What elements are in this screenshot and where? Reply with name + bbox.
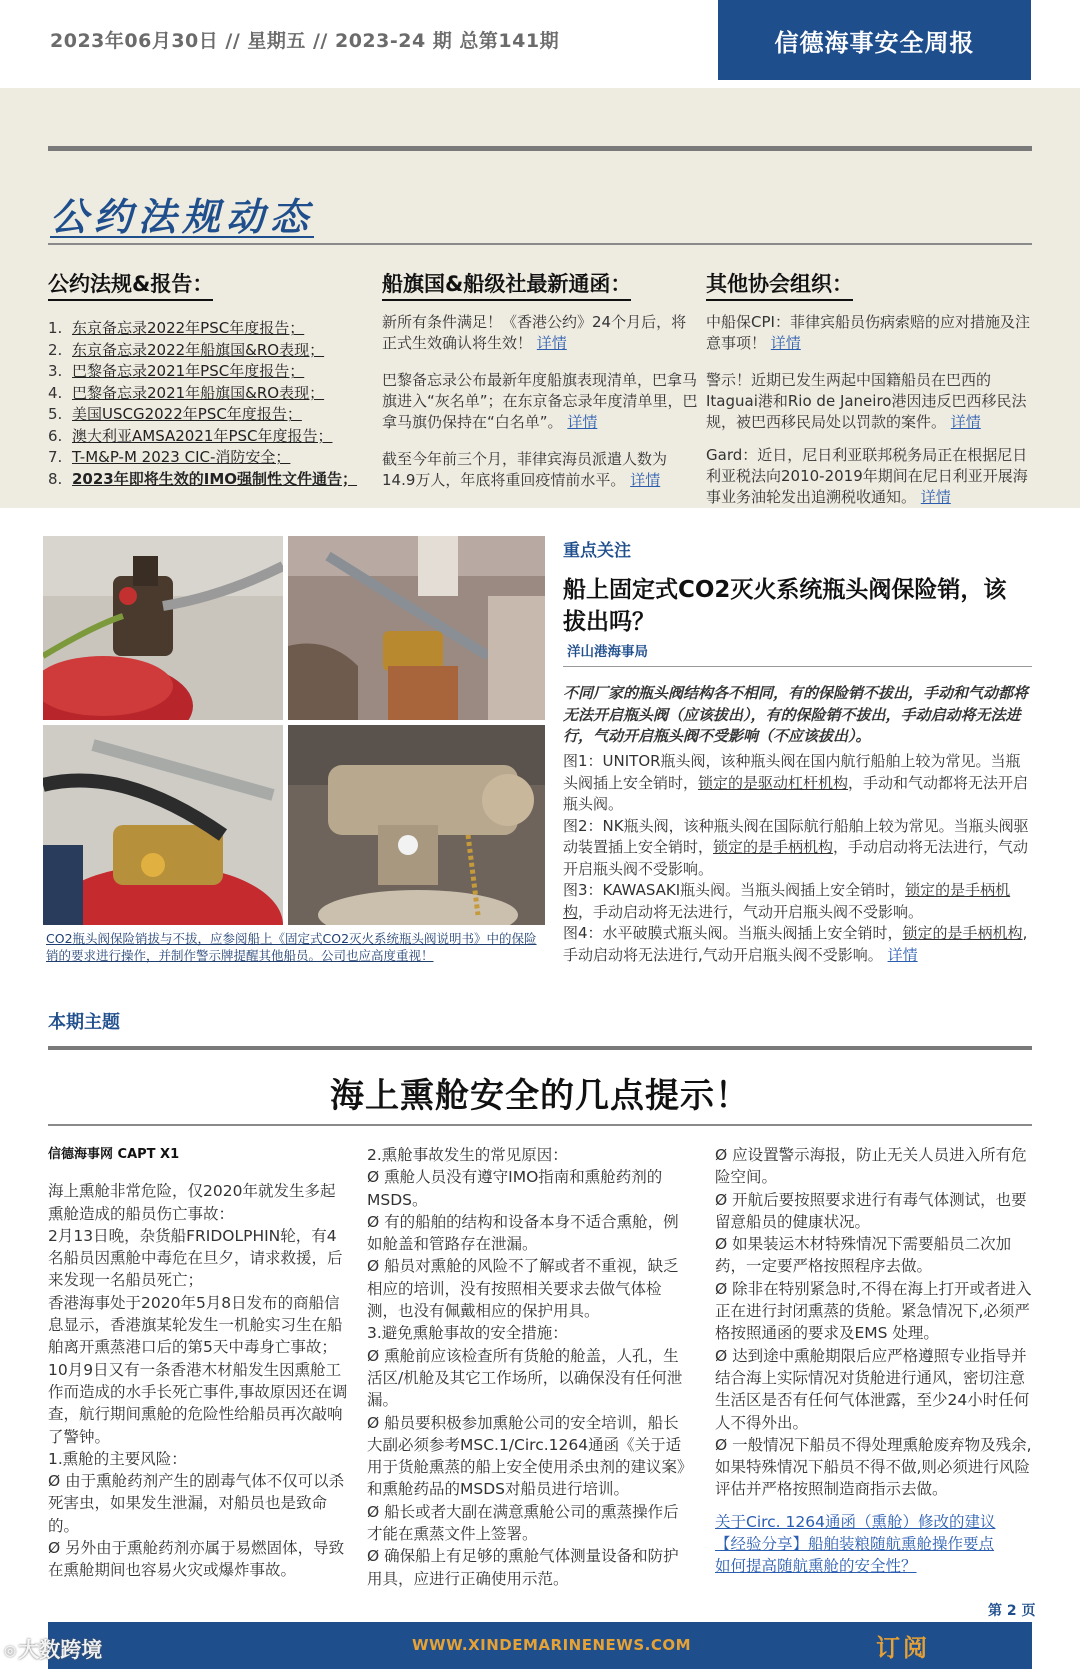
article-paragraph: 2月13日晚，杂货船FRIDOLPHIN轮，有4名船员因熏舱中毒危在旦夕，请求救援，后来发现一名船员死亡；: [48, 1226, 343, 1290]
flag-news-item: 新所有条件满足！《香港公约》24个月后，将正式生效确认将生效！ 详情: [382, 313, 687, 352]
article-paragraph: Ø 开航后要按照要求进行有毒气体测试，也要留意船员的健康状况。: [715, 1190, 1027, 1231]
report-link[interactable]: 美国USCG2022年PSC年度报告；: [72, 405, 302, 423]
article-byline: 信德海事网 CAPT X1: [48, 1147, 180, 1162]
valve-photo-2: [288, 536, 545, 720]
theme-label: 本期主题: [48, 1012, 120, 1033]
section-top-rule: [48, 146, 1032, 151]
report-link[interactable]: 东京备忘录2022年PSC年度报告；: [72, 319, 305, 337]
focus-label: 重点关注: [563, 541, 631, 561]
report-link[interactable]: 巴黎备忘录2021年PSC年度报告；: [72, 362, 305, 380]
article-paragraph: Ø 另外由于熏舱药剂亦属于易燃固体，导致在熏舱期间也容易火灾或爆炸事故。: [48, 1539, 345, 1580]
article-paragraph: Ø 船员要积极参加熏舱公司的安全培训，船长大副必须参考MSC.1/Circ.1264通函《关于适用于货舱熏蒸的船上安全使用杀虫剂的建议案》和熏舱药品的MSDS对船员进行培训。: [367, 1413, 685, 1499]
focus-body: [563, 751, 1031, 966]
article-paragraph: 3.避免熏舱事故的安全措施：: [367, 1324, 568, 1343]
report-link[interactable]: T-M&P-M 2023 CIC-消防安全；: [72, 448, 291, 466]
issue-date-line: 2023年06月30日 // 星期五 // 2023-24 期 总第141期: [50, 30, 560, 52]
valve-photo-3: [43, 725, 283, 925]
col2-heading: 船旗国&船级社最新通函：: [382, 268, 631, 301]
report-item[interactable]: 5. 美国USCG2022年PSC年度报告；: [48, 405, 302, 423]
report-item[interactable]: 7. T-M&P-M 2023 CIC-消防安全；: [48, 448, 291, 466]
details-link[interactable]: 详情: [887, 945, 918, 964]
related-link[interactable]: 【经验分享】船舶装粮随航熏舱操作要点: [715, 1535, 995, 1554]
page-number: 第 2 页: [988, 1603, 1036, 1619]
report-item[interactable]: 2. 东京备忘录2022年船旗国&RO表现；: [48, 340, 325, 359]
focus-paragraph: 图3：KAWASAKI瓶头阀。当瓶头阀插上安全销时，锁定的是手柄机构，手动启动将无法进行，气动开启瓶头阀不受影响。: [563, 881, 1011, 921]
page-header: [0, 0, 1080, 88]
section-title: 公约法规动态: [50, 194, 315, 239]
focus-paragraph: 图1：UNITOR瓶头阀，该种瓶头阀在国内航行船舶上较为常见。当瓶头阀插上安全销时，锁定的是驱动杠杆机构，手动和气动都将无法开启瓶头阀。: [563, 752, 1029, 813]
other-news-item: Gard：近日，尼日利亚联邦税务局正在根据尼日利亚税法向2010-2019年期间在尼日利亚开展海事业务油轮发出追溯税收通知。 详情: [706, 446, 1028, 506]
article-paragraph: Ø 一般情况下船员不得处理熏舱废弃物及残余,如果特殊情况下船员不得不做,则必须进行风险评估并严格按照制造商指示去做。: [715, 1435, 1032, 1499]
article-paragraph: Ø 船员对熏舱的风险不了解或者不重视，缺乏相应的培训，没有按照相关要求去做气体检测，也没有佩戴相应的保护用具。: [367, 1257, 679, 1321]
theme-rule: [48, 1046, 1032, 1050]
valve-photo-1: [43, 536, 283, 720]
focus-paragraph: 图4：水平破膜式瓶头阀。当瓶头阀插上安全销时，锁定的是手柄机构,手动启动将无法进行,气动开启瓶头阀不受影响。 详情: [563, 924, 1028, 964]
article-paragraph: Ø 确保船上有足够的熏舱气体测量设备和防护用具，应进行正确使用示范。: [367, 1547, 679, 1588]
article-paragraph: 10月9日又有一条香港木材船发生因熏舱工作而造成的水手长死亡事件,事故原因还在调查，航行期间熏舱的危险性给船员再次敲响了警钟。: [48, 1360, 348, 1446]
section-title-rule: [48, 243, 1032, 245]
article-paragraph: Ø 有的船舶的结构和设备本身不适合熏舱，例如舱盖和管路存在泄漏。: [367, 1212, 679, 1254]
col1-heading: 公约法规&报告：: [48, 268, 213, 301]
details-link[interactable]: 详情: [567, 413, 598, 431]
focus-source: 洋山港海事局: [567, 644, 648, 660]
focus-title: 船上固定式CO2灭火系统瓶头阀保险销，该拔出吗？: [563, 577, 1007, 635]
related-link[interactable]: 如何提高随航熏舱的安全性？: [715, 1557, 917, 1576]
article-col-1: [48, 1144, 350, 1582]
report-link[interactable]: 东京备忘录2022年船旗国&RO表现；: [72, 340, 325, 359]
report-list: [48, 318, 378, 490]
article-paragraph: 2.熏舱事故发生的常见原因：: [367, 1146, 568, 1164]
watermark-logo-icon: ◎: [4, 1643, 17, 1659]
article-paragraph: Ø 应设置警示海报，防止无关人员进入所有危险空间。: [715, 1146, 1027, 1187]
main-article-title: 海上熏舱安全的几点提示！: [330, 1076, 750, 1116]
other-news-item: 中船保CPI：菲律宾船员伤病索赔的应对措施及注意事项！ 详情: [706, 313, 1030, 352]
website-link[interactable]: WWW.XINDEMARINENEWS.COM: [412, 1636, 692, 1654]
article-col-3: [715, 1144, 1033, 1578]
article-paragraph: Ø 熏舱前应该检查所有货舱的舱盖，人孔，生活区/机舱及其它工作场所，以确保没有任何泄漏。: [367, 1346, 683, 1410]
flag-news-item: 巴黎备忘录公布最新年度船旗表现清单，巴拿马旗进入“灰名单”；在东京备忘录年度清单里，巴拿马旗仍保持在“白名单”。 详情: [382, 371, 698, 431]
other-news-item: 警示！近期已发生两起中国籍船员在巴西的Itaguai港和Rio de Janeiro港因违反巴西移民法规，被巴西移民局处以罚款的案件。 详情: [706, 371, 1027, 431]
details-link[interactable]: 详情: [770, 334, 801, 352]
related-link[interactable]: 关于Circ. 1264通函（熏舱）修改的建议: [715, 1512, 996, 1531]
flag-news-item: 截至今年前三个月，菲律宾海员派遣人数为14.9万人，年底将重回疫情前水平。 详情: [382, 450, 668, 489]
col3-heading: 其他协会组织：: [706, 268, 853, 301]
article-paragraph: Ø 船长或者大副在满意熏舱公司的熏蒸操作后才能在熏蒸文件上签署。: [367, 1502, 679, 1544]
article-paragraph: Ø 熏舱人员没有遵守IMO指南和熏舱药剂的MSDS。: [367, 1168, 663, 1209]
article-paragraph: Ø 除非在特别紧急时,不得在海上打开或者进入正在进行封闭熏蒸的货舱。紧急情况下,必须严格按照通函的要求及EMS 处理。: [715, 1279, 1032, 1343]
details-link[interactable]: 详情: [536, 334, 567, 352]
article-paragraph: 海上熏舱非常危险，仅2020年就发生多起熏舱造成的船员伤亡事故：: [48, 1182, 336, 1223]
focus-paragraph: 图2：NK瓶头阀，该种瓶头阀在国际航行船舶上较为常见。当瓶头阀驱动装置插上安全销时，锁定的是手柄机构，手动启动将无法进行，气动开启瓶头阀不受影响。: [563, 816, 1029, 878]
report-link[interactable]: 巴黎备忘录2021年船旗国&RO表现；: [72, 383, 325, 402]
article-paragraph: Ø 达到途中熏舱期限后应严格遵照专业指导并结合海上实际情况对货舱进行通风，密切注意生活区是否有任何气体泄露，至少24小时任何人不得外出。: [715, 1346, 1030, 1432]
subscribe-button[interactable]: 订阅: [876, 1634, 930, 1662]
report-link[interactable]: 澳大利亚AMSA2021年PSC年度报告；: [72, 426, 333, 445]
details-link[interactable]: 详情: [630, 471, 661, 489]
report-item[interactable]: 4. 巴黎备忘录2021年船旗国&RO表现；: [48, 383, 325, 402]
valve-photo-4: [288, 725, 545, 925]
watermark-text: ◎大数跨境: [4, 1638, 103, 1662]
title-rule: [48, 1124, 1032, 1126]
details-link[interactable]: 详情: [920, 488, 951, 506]
report-item[interactable]: 3. 巴黎备忘录2021年PSC年度报告；: [48, 362, 305, 380]
report-link[interactable]: 2023年即将生效的IMO强制性文件通告；: [72, 469, 358, 488]
focus-rule: [563, 666, 1032, 667]
focus-intro: 不同厂家的瓶头阀结构各不相同，有的保险销不拔出，手动和气动都将无法开启瓶头阀（应该拔出），有的保险销不拔出，手动启动将无法进行，气动开启瓶头阀不受影响（不应该拔出）。: [563, 684, 1029, 745]
article-paragraph: 1.熏舱的主要风险：: [48, 1449, 187, 1468]
photo-caption[interactable]: CO2瓶头阀保险销拔与不拔，应参阅船上《固定式CO2灭火系统瓶头阀说明书》中的保险销的要求进行操作，并制作警示牌提醒其他船员。公司也应高度重视！: [46, 931, 537, 963]
article-paragraph: Ø 如果装运木材特殊情况下需要船员二次加药，一定要严格按照程序去做。: [715, 1235, 1012, 1276]
brand-banner: 信德海事安全周报: [718, 0, 1031, 80]
report-item[interactable]: 8. 2023年即将生效的IMO强制性文件通告；: [48, 469, 358, 488]
article-col-2: [367, 1144, 689, 1590]
article-paragraph: 香港海事处于2020年5月8日发布的商船信息显示，香港旗某轮发生一机舱实习生在船舶离开熏蒸港口后的第5天中毒身亡事故；: [48, 1293, 343, 1357]
report-item[interactable]: 6. 澳大利亚AMSA2021年PSC年度报告；: [48, 426, 333, 445]
details-link[interactable]: 详情: [950, 413, 981, 431]
article-paragraph: Ø 由于熏舱药剂产生的剧毒气体不仅可以杀死害虫，如果发生泄漏，对船员也是致命的。: [48, 1472, 345, 1535]
report-item[interactable]: 1. 东京备忘录2022年PSC年度报告；: [48, 319, 305, 337]
